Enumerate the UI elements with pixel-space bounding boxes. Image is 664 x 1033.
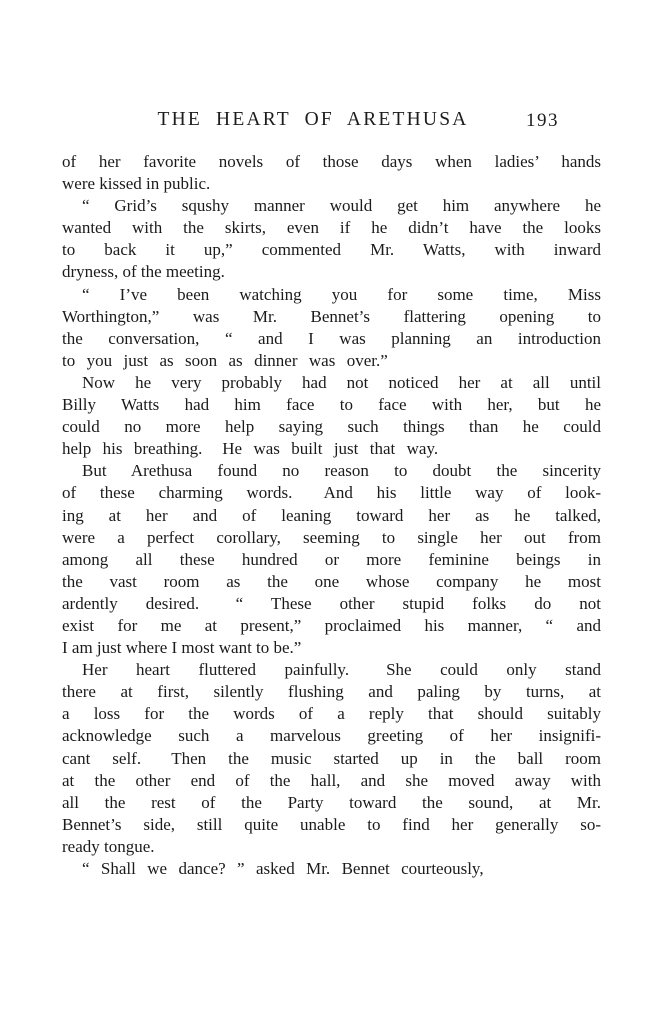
- text-line: Billy Watts had him face to face with her, but he: [62, 395, 601, 415]
- text-line: Her heart fluttered painfully. She could only stand: [82, 660, 601, 680]
- text-line: the vast room as the one whose company he most: [62, 571, 601, 591]
- text-line: ready tongue.: [62, 836, 155, 856]
- text-line: cant self. Then the music started up in the ball room: [62, 748, 601, 768]
- paragraph: [62, 858, 601, 880]
- text-line: I am just where I most want to be.”: [62, 638, 302, 658]
- text-line: dryness, of the meeting.: [62, 262, 225, 282]
- text-line: wanted with the skirts, even if he didn’t have the looks: [62, 218, 601, 238]
- text-line: to you just as soon as dinner was over.”: [62, 350, 388, 370]
- text-line: acknowledge such a marvelous greeting of her insignifi-: [62, 726, 601, 746]
- text-line: there at first, silently flushing and paling by turns, at: [62, 682, 601, 702]
- text-line: of her favorite novels of those days when ladies’ hands: [62, 152, 601, 171]
- text-line: ardently desired. “ These other stupid folks do not: [62, 593, 601, 613]
- page-header: [62, 109, 601, 133]
- text-line: at the other end of the hall, and she moved away with: [62, 770, 601, 790]
- text-line: ing at her and of leaning toward her as he talked,: [62, 505, 601, 525]
- page-text-block: [62, 151, 601, 880]
- text-line: were a perfect corollary, seeming to single her out from: [62, 527, 601, 547]
- paragraph: [62, 372, 601, 460]
- text-line: But Arethusa found no reason to doubt the sincerity: [82, 461, 601, 481]
- text-line: Worthington,” was Mr. Bennet’s flattering opening to: [62, 306, 601, 326]
- page-number: 193: [526, 110, 559, 131]
- paragraph: [62, 460, 601, 659]
- text-line: help his breathing. He was built just that way.: [62, 439, 439, 459]
- text-line: among all these hundred or more feminine beings in: [62, 549, 601, 569]
- paragraph: [62, 151, 601, 195]
- text-line: a loss for the words of a reply that should suitably: [62, 704, 601, 724]
- text-line: of these charming words. And his little way of look-: [62, 483, 601, 503]
- text-line: “ Grid’s squshy manner would get him anywhere he: [82, 196, 601, 216]
- text-line: Bennet’s side, still quite unable to find her generally so-: [62, 814, 601, 834]
- text-line: exist for me at present,” proclaimed his manner, “ and: [62, 615, 601, 635]
- text-line: could no more help saying such things than he could: [62, 417, 601, 437]
- paragraph: [62, 284, 601, 372]
- text-line: “ Shall we dance? ” asked Mr. Bennet courteously,: [82, 859, 484, 878]
- text-line: “ I’ve been watching you for some time, Miss: [82, 284, 601, 304]
- paragraph: [62, 195, 601, 283]
- running-header-title: THE HEART OF ARETHUSA: [157, 109, 469, 130]
- text-line: all the rest of the Party toward the sound, at Mr.: [62, 792, 601, 812]
- text-line: the conversation, “ and I was planning an introduction: [62, 328, 601, 348]
- text-line: Now he very probably had not noticed her at all until: [82, 372, 601, 392]
- paragraph: [62, 659, 601, 858]
- text-line: to back it up,” commented Mr. Watts, with inward: [62, 240, 601, 260]
- text-line: were kissed in public.: [62, 174, 211, 194]
